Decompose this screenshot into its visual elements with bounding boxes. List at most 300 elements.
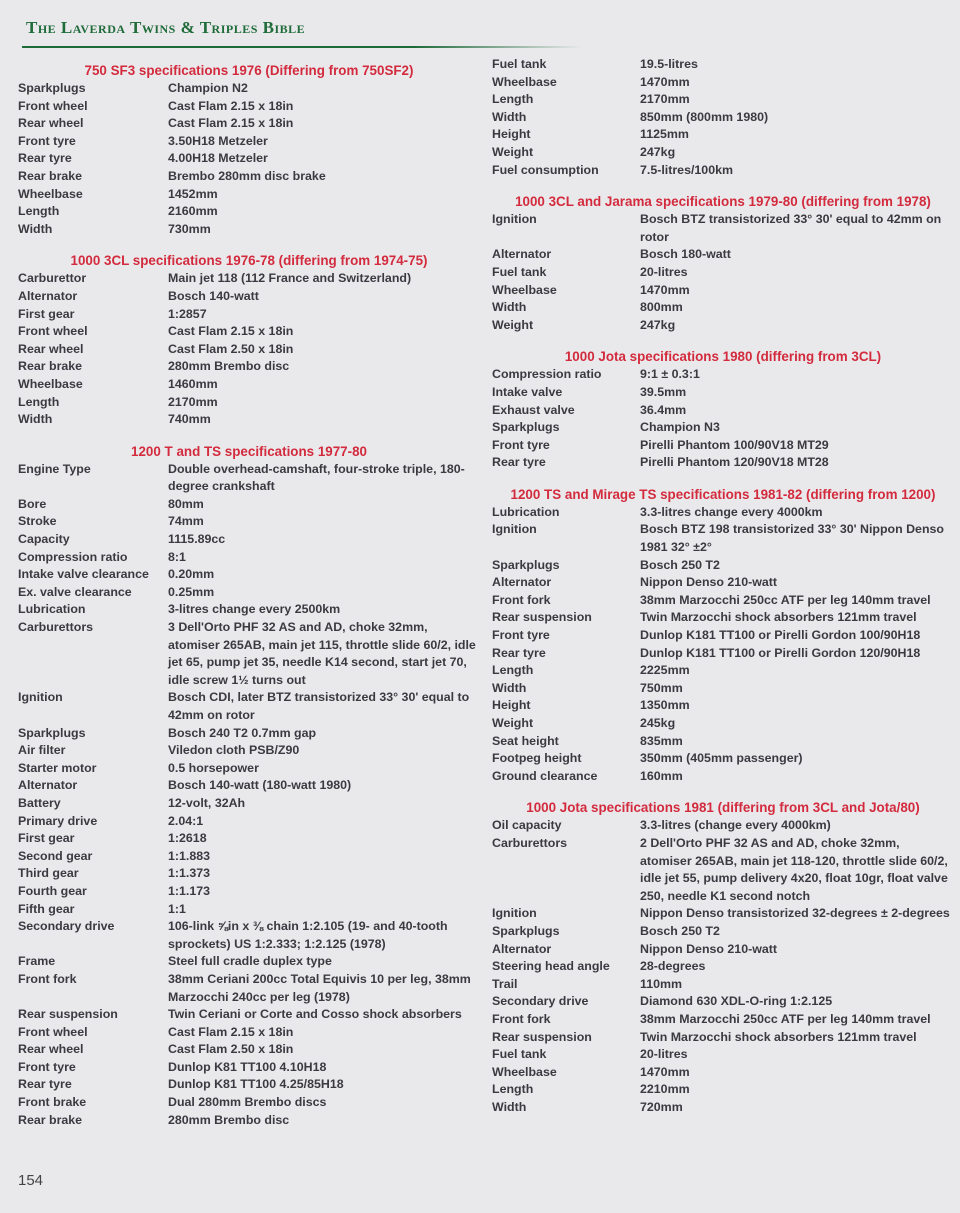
spec-row xyxy=(492,662,954,680)
spec-row xyxy=(492,419,954,437)
spec-label: Front fork xyxy=(492,1011,551,1026)
spec-label: Trail xyxy=(492,976,518,991)
spec-label: Length xyxy=(492,92,534,107)
spec-row xyxy=(492,557,954,575)
spec-row xyxy=(18,1094,480,1112)
spec-row xyxy=(492,1064,954,1082)
spec-label: Width xyxy=(18,412,53,427)
spec-row xyxy=(18,394,480,412)
spec-value: 3.3-litres change every 4000km xyxy=(640,504,823,519)
spec-label: Rear tyre xyxy=(492,645,546,660)
spec-row xyxy=(18,1006,480,1024)
spec-row xyxy=(18,795,480,813)
spec-value: 38mm Ceriani 200cc Total Equivis 10 per leg, 38mm Marzocchi 240cc per leg (1978) xyxy=(168,971,471,1004)
spec-row xyxy=(492,384,954,402)
spec-row xyxy=(492,91,954,109)
spec-label: Rear brake xyxy=(18,359,83,374)
spec-label: Ignition xyxy=(492,212,537,227)
spec-row xyxy=(18,531,480,549)
section-title: 750 SF3 specifications 1976 (Differing from 750SF2) xyxy=(84,63,414,78)
spec-label: Height xyxy=(492,698,531,713)
spec-value: Bosch BTZ transistorized 33° 30' equal to 42mm on rotor xyxy=(640,212,942,244)
spec-value: 19.5-litres xyxy=(640,57,698,71)
spec-label: Compression ratio xyxy=(492,367,602,382)
spec-label: Rear suspension xyxy=(18,1007,118,1022)
book-title: The Laverda Twins & Triples Bible xyxy=(26,18,306,37)
spec-section xyxy=(492,56,954,179)
spec-value: 12-volt, 32Ah xyxy=(168,795,246,810)
spec-row xyxy=(18,971,480,1006)
spec-value: Twin Marzocchi shock absorbers 121mm travel xyxy=(640,1029,917,1044)
spec-label: Rear wheel xyxy=(18,1042,84,1057)
spec-row xyxy=(492,437,954,455)
spec-label: Front tyre xyxy=(492,628,550,643)
spec-label: Carburettors xyxy=(492,835,568,850)
spec-label: Weight xyxy=(492,317,534,332)
spec-label: Front brake xyxy=(18,1095,87,1110)
spec-label: Sparkplugs xyxy=(492,420,560,435)
spec-label: Width xyxy=(492,680,527,695)
spec-row xyxy=(18,186,480,204)
spec-row xyxy=(492,282,954,300)
spec-label: Length xyxy=(492,1082,534,1097)
spec-row xyxy=(18,1112,480,1130)
left-column xyxy=(18,62,480,1143)
spec-value: 1460mm xyxy=(168,376,218,391)
spec-label: First gear xyxy=(18,831,75,846)
spec-section xyxy=(492,348,954,472)
spec-label: Footpeg height xyxy=(492,751,582,766)
spec-row xyxy=(492,1099,954,1117)
spec-label: Length xyxy=(492,663,534,678)
spec-label: Rear suspension xyxy=(492,610,592,625)
spec-value: Dunlop K81 TT100 4.25/85H18 xyxy=(168,1077,344,1092)
spec-label: Front fork xyxy=(492,592,551,607)
spec-value: Bosch 140-watt xyxy=(168,288,259,303)
spec-value: Cast Flam 2.15 x 18in xyxy=(168,324,294,339)
spec-value: Dunlop K181 TT100 or Pirelli Gordon 100/90H18 xyxy=(640,628,921,643)
spec-row xyxy=(18,813,480,831)
spec-label: Fuel tank xyxy=(492,57,547,71)
spec-label: Width xyxy=(492,300,527,315)
spec-value: 835mm xyxy=(640,733,683,748)
spec-value: 20-litres xyxy=(640,1047,688,1062)
spec-value: 7.5-litres/100km xyxy=(640,162,733,177)
spec-row xyxy=(18,513,480,531)
spec-value: 1:2857 xyxy=(168,306,207,321)
spec-value: 3.3-litres (change every 4000km) xyxy=(640,818,831,833)
spec-label: Intake valve xyxy=(492,384,563,399)
spec-section xyxy=(492,486,954,786)
spec-value: Dual 280mm Brembo discs xyxy=(168,1095,327,1110)
spec-row xyxy=(492,835,954,905)
spec-row xyxy=(18,1041,480,1059)
spec-row xyxy=(492,609,954,627)
spec-section xyxy=(18,252,480,428)
spec-label: Rear brake xyxy=(18,1112,83,1127)
spec-label: Length xyxy=(18,204,60,219)
spec-row xyxy=(18,777,480,795)
spec-label: Front wheel xyxy=(18,1024,88,1039)
spec-value: 1452mm xyxy=(168,186,218,201)
spec-row xyxy=(492,299,954,317)
spec-label: Lubrication xyxy=(18,602,86,617)
spec-label: Rear tyre xyxy=(18,151,72,166)
section-title: 1000 3CL specifications 1976-78 (differing from 1974-75) xyxy=(70,253,428,269)
spec-value: 110mm xyxy=(640,976,683,991)
spec-value: 2170mm xyxy=(640,92,690,107)
spec-section xyxy=(18,443,480,1130)
spec-value: 1:1.173 xyxy=(168,883,211,898)
spec-label: Alternator xyxy=(492,941,552,956)
spec-label: Front tyre xyxy=(18,1059,76,1074)
spec-value: 39.5mm xyxy=(640,384,687,399)
spec-value: Nippon Denso transistorized 32-degrees ± 2-degrees xyxy=(640,906,950,921)
spec-row xyxy=(18,270,480,288)
spec-value: Dunlop K81 TT100 4.10H18 xyxy=(168,1059,327,1074)
spec-label: Third gear xyxy=(18,866,79,881)
spec-value: Diamond 630 XDL-O-ring 1:2.125 xyxy=(640,994,833,1009)
spec-row xyxy=(492,1011,954,1029)
spec-row xyxy=(492,402,954,420)
header-rule xyxy=(22,46,582,48)
spec-row xyxy=(18,203,480,221)
section-title: 1000 Jota specifications 1980 (differing from 3CL) xyxy=(564,349,882,365)
spec-row xyxy=(492,645,954,663)
spec-row xyxy=(492,941,954,959)
spec-row xyxy=(492,733,954,751)
spec-row xyxy=(18,168,480,186)
spec-value: Steel full cradle duplex type xyxy=(168,954,332,969)
spec-label: Ignition xyxy=(492,906,537,921)
spec-value: 0.25mm xyxy=(168,584,215,599)
spec-value: 74mm xyxy=(168,514,204,529)
spec-row xyxy=(18,883,480,901)
section-title: 1200 T and TS specifications 1977-80 xyxy=(131,443,367,459)
spec-label: Bore xyxy=(18,496,47,511)
spec-value: 0.20mm xyxy=(168,567,215,582)
spec-value: Cast Flam 2.50 x 18in xyxy=(168,341,294,356)
spec-row xyxy=(18,341,480,359)
spec-row xyxy=(492,592,954,610)
spec-value: Bosch 250 T2 xyxy=(640,557,720,572)
spec-row xyxy=(492,1081,954,1099)
spec-value: 245kg xyxy=(640,716,676,730)
spec-value: Pirelli Phantom 100/90V18 MT29 xyxy=(640,437,829,452)
spec-label: Front wheel xyxy=(18,98,88,113)
spec-row xyxy=(492,923,954,941)
spec-value: 1125mm xyxy=(640,127,689,142)
spec-label: Alternator xyxy=(492,575,552,590)
spec-value: Bosch CDI, later BTZ transistorized 33° 30' equal to 42mm on rotor xyxy=(168,690,470,722)
page-number: 154 xyxy=(18,1172,44,1189)
spec-label: Second gear xyxy=(18,848,93,863)
spec-row xyxy=(18,376,480,394)
spec-label: Alternator xyxy=(18,778,78,793)
spec-row xyxy=(18,760,480,778)
spec-row xyxy=(18,288,480,306)
spec-label: Ignition xyxy=(492,522,537,537)
spec-label: Fuel tank xyxy=(492,264,547,279)
spec-value: 1470mm xyxy=(640,74,690,89)
spec-row xyxy=(492,246,954,264)
spec-row xyxy=(492,264,954,282)
spec-value: Bosch 180-watt xyxy=(640,247,731,262)
spec-value: 20-litres xyxy=(640,264,688,279)
spec-label: Width xyxy=(492,1099,527,1114)
spec-label: Ex. valve clearance xyxy=(18,584,132,599)
spec-value: 3 Dell'Orto PHF 32 AS and AD, choke 32mm, atomiser 265AB, main jet 115, throttle slide 60/2, idle jet 65, pump jet 35, needle K14 second, start jet 70, idle screw 1½ turns out xyxy=(168,620,476,687)
spec-row xyxy=(492,697,954,715)
spec-label: Weight xyxy=(492,144,534,159)
spec-row xyxy=(18,323,480,341)
spec-row xyxy=(18,953,480,971)
spec-row xyxy=(18,358,480,376)
spec-value: 38mm Marzocchi 250cc ATF per leg 140mm travel xyxy=(640,1011,931,1026)
spec-value: 850mm (800mm 1980) xyxy=(640,109,769,124)
spec-row xyxy=(492,715,954,733)
spec-row xyxy=(18,150,480,168)
spec-row xyxy=(18,115,480,133)
spec-value: 1350mm xyxy=(640,698,690,713)
spec-row xyxy=(18,133,480,151)
spec-row xyxy=(492,976,954,994)
spec-label: Length xyxy=(18,394,60,409)
spec-label: Battery xyxy=(18,795,61,810)
spec-label: Fifth gear xyxy=(18,901,75,916)
spec-row xyxy=(18,566,480,584)
spec-row xyxy=(18,584,480,602)
spec-value: Cast Flam 2.15 x 18in xyxy=(168,98,294,113)
spec-value: Pirelli Phantom 120/90V18 MT28 xyxy=(640,455,829,470)
spec-value: 800mm xyxy=(640,300,683,315)
spec-label: Sparkplugs xyxy=(18,81,86,95)
spec-value: Nippon Denso 210-watt xyxy=(640,575,777,590)
spec-label: Front tyre xyxy=(492,437,550,452)
spec-label: Rear wheel xyxy=(18,116,84,131)
spec-value: 36.4mm xyxy=(640,402,687,417)
section-title: 1000 3CL and Jarama specifications 1979-80 (differing from 1978) xyxy=(515,194,931,210)
spec-value: Bosch 140-watt (180-watt 1980) xyxy=(168,778,352,793)
spec-row xyxy=(18,1059,480,1077)
spec-value: 1470mm xyxy=(640,1064,690,1079)
spec-label: Sparkplugs xyxy=(492,923,560,938)
spec-value: 80mm xyxy=(168,496,204,511)
spec-label: Front fork xyxy=(18,971,77,986)
spec-section xyxy=(492,193,954,334)
spec-label: Lubrication xyxy=(492,504,560,519)
spec-row xyxy=(492,750,954,768)
spec-label: Width xyxy=(18,221,53,236)
spec-label: Fuel tank xyxy=(492,1047,547,1062)
spec-value: Cast Flam 2.15 x 18in xyxy=(168,1024,294,1039)
spec-value: 1470mm xyxy=(640,282,690,297)
spec-value: Cast Flam 2.50 x 18in xyxy=(168,1042,294,1057)
spec-value: 1115.89cc xyxy=(168,532,226,547)
spec-label: Capacity xyxy=(18,532,70,547)
spec-value: Bosch 250 T2 xyxy=(640,923,720,938)
spec-label: Oil capacity xyxy=(492,818,562,833)
spec-value: 0.5 horsepower xyxy=(168,760,259,775)
spec-value: 247kg xyxy=(640,317,676,332)
spec-row xyxy=(492,317,954,335)
spec-label: Wheelbase xyxy=(492,1064,557,1079)
spec-label: Steering head angle xyxy=(492,959,610,974)
page-header xyxy=(22,18,582,48)
spec-label: Alternator xyxy=(492,247,552,262)
spec-label: Compression ratio xyxy=(18,549,128,564)
spec-row xyxy=(492,56,954,74)
section-title: 1200 TS and Mirage TS specifications 1981-82 (differing from 1200) xyxy=(510,486,936,502)
spec-value: Viledon cloth PSB/Z90 xyxy=(168,743,300,758)
spec-value: 730mm xyxy=(168,221,211,236)
spec-label: First gear xyxy=(18,306,75,321)
spec-row xyxy=(492,958,954,976)
spec-row xyxy=(18,98,480,116)
spec-row xyxy=(18,549,480,567)
spec-value: 2225mm xyxy=(640,663,690,678)
spec-label: Starter motor xyxy=(18,760,97,775)
spec-row xyxy=(492,504,954,522)
spec-value: 350mm (405mm passenger) xyxy=(640,751,803,766)
spec-row xyxy=(492,1029,954,1047)
spec-label: Primary drive xyxy=(18,813,98,828)
spec-row xyxy=(492,162,954,180)
spec-row xyxy=(18,601,480,619)
spec-row xyxy=(18,742,480,760)
spec-value: 1:2618 xyxy=(168,831,207,846)
spec-row xyxy=(492,680,954,698)
spec-row xyxy=(18,848,480,866)
spec-label: Wheelbase xyxy=(18,376,83,391)
spec-value: 280mm Brembo disc xyxy=(168,1112,290,1127)
spec-row xyxy=(18,1024,480,1042)
spec-value: 1:1.373 xyxy=(168,866,211,881)
spec-label: Air filter xyxy=(18,743,66,758)
spec-value: 160mm xyxy=(640,768,683,783)
spec-value: Cast Flam 2.15 x 18in xyxy=(168,116,294,131)
spec-row xyxy=(18,221,480,239)
spec-value: 720mm xyxy=(640,1099,683,1114)
spec-value: 740mm xyxy=(168,412,211,427)
spec-value: 2160mm xyxy=(168,204,218,219)
spec-label: Rear brake xyxy=(18,168,83,183)
spec-value: 2 Dell'Orto PHF 32 AS and AD, choke 32mm, atomiser 265AB, main jet 118-120, throttle slide 60/2, idle jet 55, pump delivery 4x20, float 10gr, float valve 250, needle K1 second notch xyxy=(640,835,948,903)
spec-value: 3.50H18 Metzeler xyxy=(168,133,268,148)
spec-row xyxy=(18,725,480,743)
spec-row xyxy=(18,306,480,324)
spec-label: Stroke xyxy=(18,514,57,529)
spec-row xyxy=(492,993,954,1011)
section-title: 1000 Jota specifications 1981 (differing from 3CL and Jota/80) xyxy=(526,800,920,816)
spec-value: 247kg xyxy=(640,144,676,159)
spec-value: 4.00H18 Metzeler xyxy=(168,151,268,166)
spec-label: Rear tyre xyxy=(492,455,546,470)
spec-value: 106-link ⅝in x ⅜ chain 1:2.105 (19- and 40-tooth sprockets) US 1:2.333; 1:2.125 (1978) xyxy=(168,919,448,951)
spec-value: Double overhead-camshaft, four-stroke triple, 180-degree crankshaft xyxy=(168,461,465,494)
spec-label: Rear wheel xyxy=(18,341,84,356)
spec-label: Intake valve clearance xyxy=(18,567,149,582)
spec-label: Ignition xyxy=(18,690,63,705)
spec-value: 1:1.883 xyxy=(168,848,211,863)
spec-row xyxy=(492,627,954,645)
spec-label: Frame xyxy=(18,954,56,969)
spec-row xyxy=(492,211,954,246)
spec-row xyxy=(492,454,954,472)
spec-row xyxy=(18,901,480,919)
spec-value: Nippon Denso 210-watt xyxy=(640,941,777,956)
spec-row xyxy=(492,366,954,384)
spec-label: Engine Type xyxy=(18,461,91,476)
spec-row xyxy=(18,619,480,689)
spec-row xyxy=(492,574,954,592)
spec-value: 38mm Marzocchi 250cc ATF per leg 140mm travel xyxy=(640,592,931,607)
spec-value: Champion N3 xyxy=(640,420,720,435)
spec-label: Front wheel xyxy=(18,324,88,339)
spec-row xyxy=(18,496,480,514)
spec-label: Seat height xyxy=(492,733,559,748)
spec-row xyxy=(492,126,954,144)
spec-label: Carburettors xyxy=(18,620,94,635)
spec-row xyxy=(18,411,480,429)
spec-row xyxy=(492,1046,954,1064)
spec-label: Rear tyre xyxy=(18,1077,72,1092)
spec-row xyxy=(492,521,954,556)
spec-label: Weight xyxy=(492,716,534,730)
spec-label: Fourth gear xyxy=(18,883,87,898)
spec-row xyxy=(492,768,954,786)
spec-label: Sparkplugs xyxy=(492,557,560,572)
spec-value: Twin Marzocchi shock absorbers 121mm travel xyxy=(640,610,917,625)
spec-label: Width xyxy=(492,109,527,124)
spec-label: Front tyre xyxy=(18,133,76,148)
spec-row xyxy=(492,74,954,92)
spec-label: Secondary drive xyxy=(18,919,115,934)
spec-label: Ground clearance xyxy=(492,768,598,783)
spec-section xyxy=(492,799,954,1116)
spec-row xyxy=(18,80,480,98)
spec-value: 2170mm xyxy=(168,394,218,409)
spec-label: Exhaust valve xyxy=(492,402,575,417)
spec-label: Fuel consumption xyxy=(492,162,599,177)
spec-label: Wheelbase xyxy=(492,74,557,89)
spec-label: Carburettor xyxy=(18,271,87,286)
spec-value: 28-degrees xyxy=(640,959,706,974)
spec-row xyxy=(492,109,954,127)
spec-row xyxy=(18,689,480,724)
spec-label: Alternator xyxy=(18,288,78,303)
spec-value: 8:1 xyxy=(168,549,186,564)
spec-value: 2.04:1 xyxy=(168,813,204,828)
spec-row xyxy=(18,830,480,848)
spec-value: Bosch BTZ 198 transistorized 33° 30' Nippon Denso 1981 32° ±2° xyxy=(640,522,944,555)
spec-value: 3-litres change every 2500km xyxy=(168,602,341,617)
right-column xyxy=(492,56,954,1130)
spec-value: Bosch 240 T2 0.7mm gap xyxy=(168,725,317,740)
spec-value: 1:1 xyxy=(168,901,186,916)
spec-value: 2210mm xyxy=(640,1082,690,1097)
spec-row xyxy=(492,144,954,162)
spec-value: Brembo 280mm disc brake xyxy=(168,168,326,183)
spec-label: Rear suspension xyxy=(492,1029,592,1044)
spec-label: Height xyxy=(492,127,531,142)
spec-value: 750mm xyxy=(640,680,683,695)
spec-row xyxy=(18,461,480,496)
spec-label: Wheelbase xyxy=(492,282,557,297)
spec-value: 9:1 ± 0.3:1 xyxy=(640,367,700,382)
spec-label: Sparkplugs xyxy=(18,725,86,740)
spec-value: Dunlop K181 TT100 or Pirelli Gordon 120/90H18 xyxy=(640,645,921,660)
